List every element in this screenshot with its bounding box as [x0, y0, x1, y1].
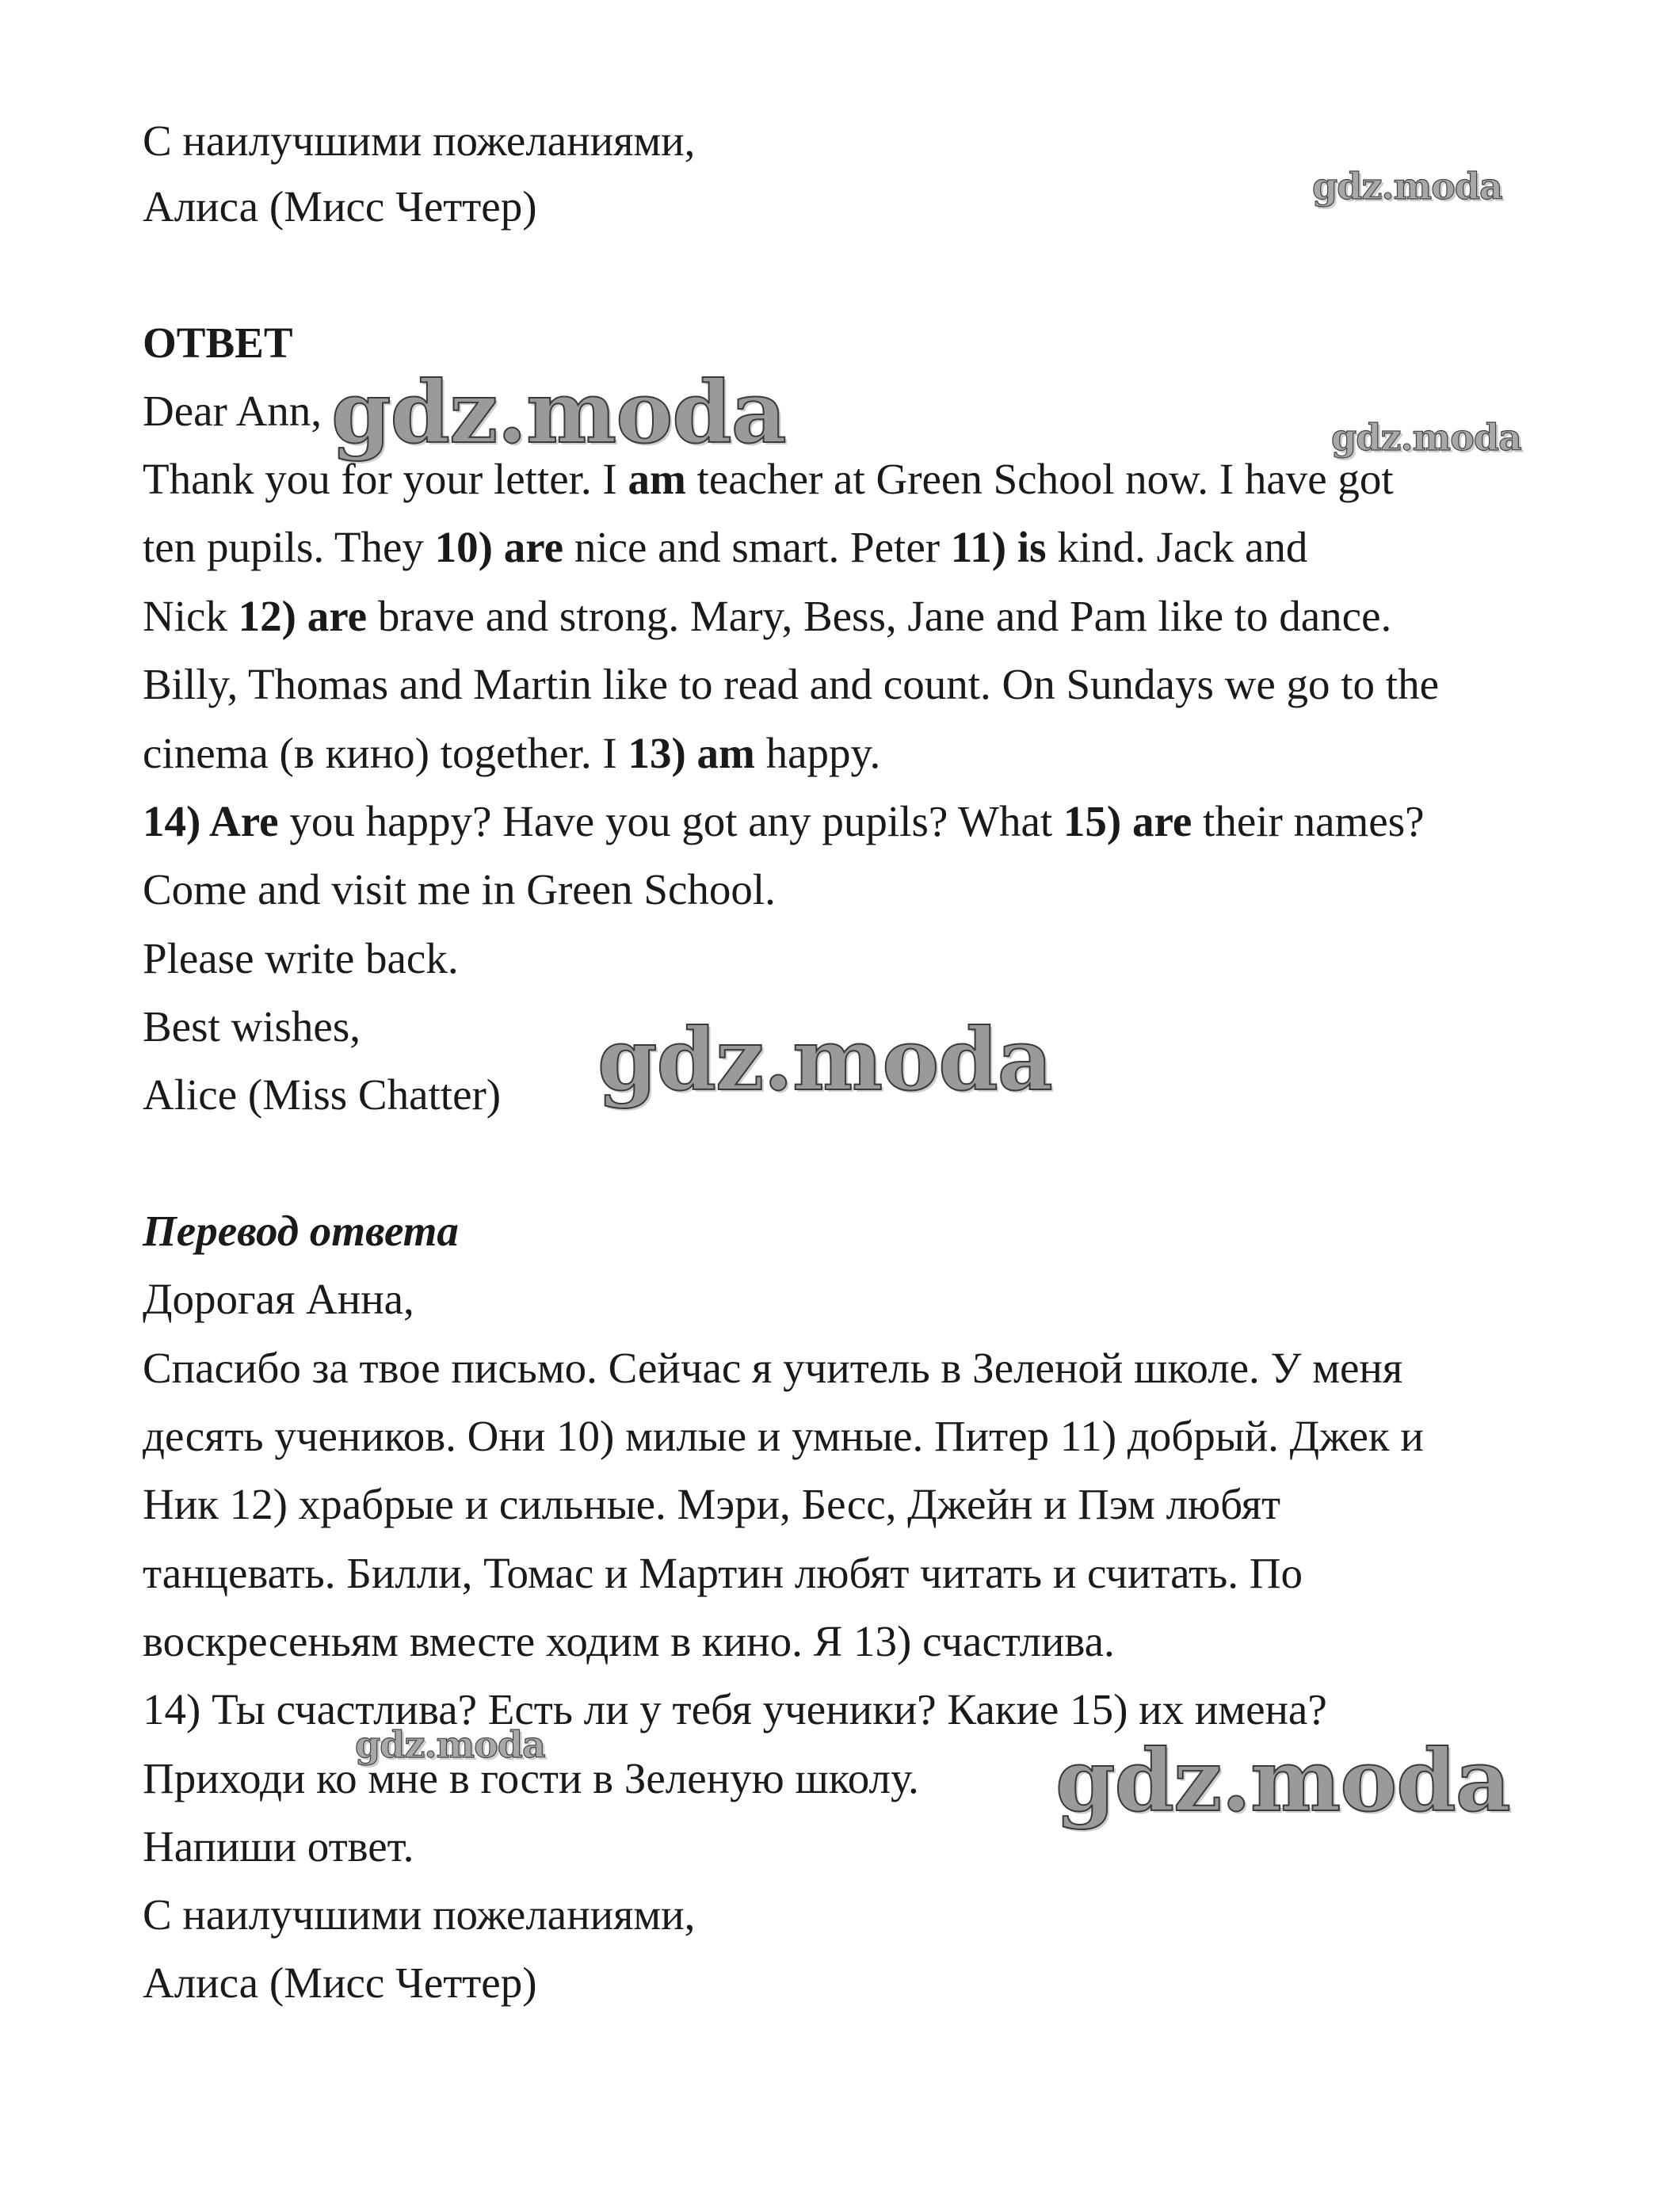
answer-heading: ОТВЕТ: [143, 318, 293, 367]
translation-heading: Перевод ответа: [143, 1207, 459, 1255]
watermark-logo: gdz.moda: [1312, 165, 1502, 208]
answer-line-2: ten pupils. They 10) are nice and smart. Peter 11) is kind. Jack and: [143, 523, 1308, 571]
watermark-logo: gdz.moda: [1331, 416, 1521, 459]
translation-line-8: Напиши ответ.: [143, 1822, 414, 1871]
watermark-logo: gdz.moda: [355, 1723, 545, 1766]
translation-line-4: танцевать. Билли, Томас и Мартин любят читать и считать. По: [143, 1549, 1303, 1597]
translation-line-5: воскресеньям вместе ходим в кино. Я 13) счастлива.: [143, 1617, 1115, 1665]
answer-line-9: Best wishes,: [143, 1002, 361, 1051]
answer-line-6: 14) Are you happy? Have you got any pupils? What 15) are their names?: [143, 797, 1425, 845]
translation-line-6: 14) Ты счастлива? Есть ли у тебя ученики? Какие 15) их имена?: [143, 1685, 1327, 1733]
translation-line-10: Алиса (Мисс Четтер): [143, 1958, 537, 2007]
translation-line-2: десять учеников. Они 10) милые и умные. Питер 11) добрый. Джек и: [143, 1412, 1424, 1460]
translation-line-9: С наилучшими пожеланиями,: [143, 1890, 696, 1939]
answer-line-1: Thank you for your letter. I am teacher at Green School now. I have got: [143, 455, 1394, 503]
answer-line-7: Come and visit me in Green School.: [143, 865, 776, 913]
answer-line-3: Nick 12) are brave and strong. Mary, Bess, Jane and Pam like to dance.: [143, 592, 1392, 640]
watermark-logo: gdz.moda: [331, 363, 786, 463]
watermark-logo: gdz.moda: [1055, 1731, 1510, 1831]
answer-line-8: Please write back.: [143, 934, 459, 982]
top-signature: Алиса (Мисс Четтер): [143, 182, 537, 231]
answer-line-5: cinema (в кино) together. I 13) am happy.: [143, 729, 881, 777]
top-closing: С наилучшими пожеланиями,: [143, 116, 696, 165]
translation-line-7: Приходи ко мне в гости в Зеленую школу.: [143, 1754, 919, 1802]
translation-line-3: Ник 12) храбрые и сильные. Мэри, Бесс, Джейн и Пэм любят: [143, 1480, 1281, 1528]
answer-line-4: Billy, Thomas and Martin like to read and count. On Sundays we go to the: [143, 660, 1439, 708]
watermark-logo: gdz.moda: [597, 1010, 1052, 1110]
answer-greeting: Dear Ann,: [143, 387, 322, 435]
answer-line-10: Alice (Miss Chatter): [143, 1070, 502, 1119]
translation-line-1: Спасибо за твое письмо. Сейчас я учитель в Зеленой школе. У меня: [143, 1344, 1403, 1392]
translation-greeting: Дорогая Анна,: [143, 1275, 414, 1323]
